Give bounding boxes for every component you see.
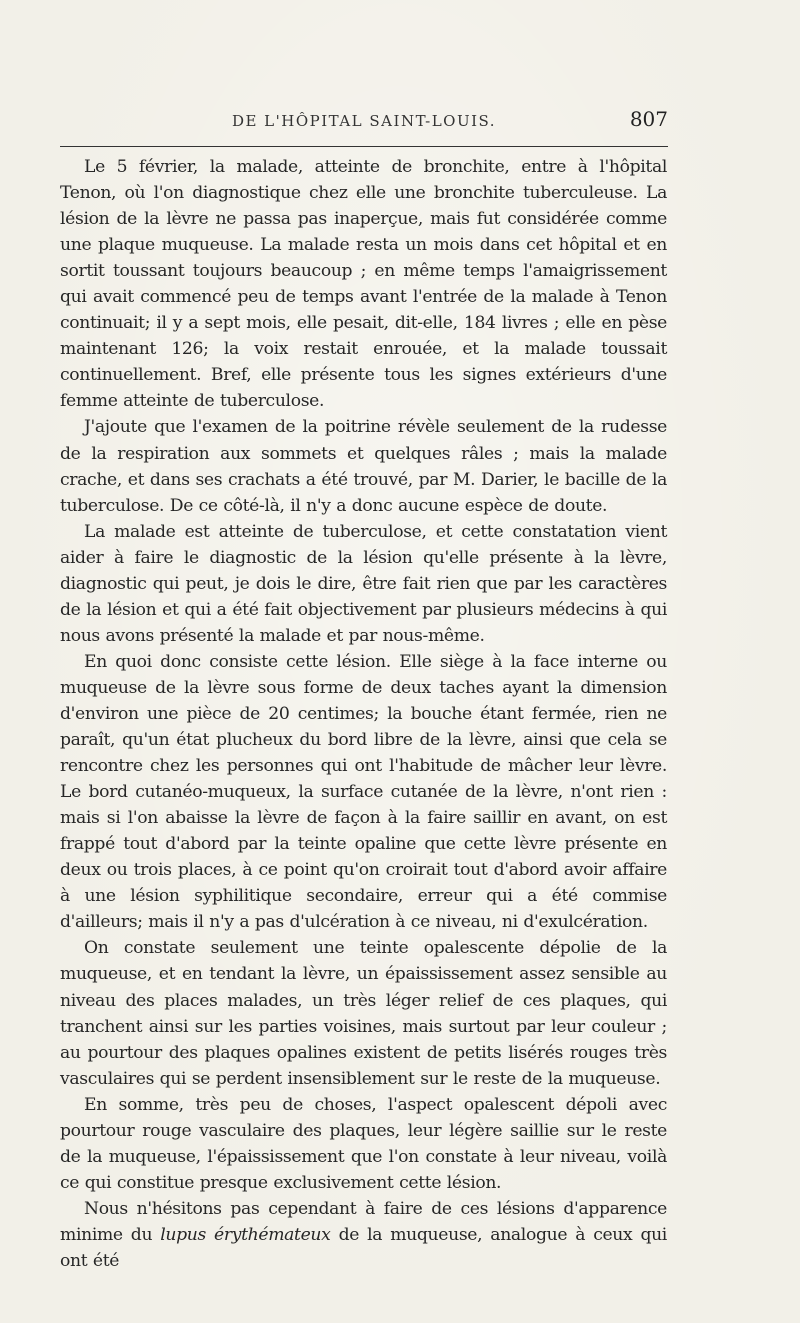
paragraph-1: Le 5 février, la malade, atteinte de bronchite, entre à l'hôpital Tenon, où l'on diagnostique chez elle une bronchite tuberculeuse. La lésion de la lèvre ne passa pas inaperçue, mais fut considérée comme une plaque muqueuse. La malade resta un mois dans cet hôpital et en sortit toussant toujours beaucoup ; en même temps l'amaigrissement qui avait commencé peu de temps avant l'entrée de la malade à Tenon continuait; il y a sept mois, elle pesait, dit-elle, 184 livres ; elle en pèse maintenant 126; la voix restait enrouée, et la malade toussait continuellement. Bref, elle présente tous les signes extérieurs d'une femme atteinte de tuberculose. (60, 157, 667, 412)
page-number: 807 (629, 107, 668, 131)
body-text (60, 154, 667, 1274)
paragraph-4: En quoi donc consiste cette lésion. Elle siège à la face interne ou muqueuse de la lèvre sous forme de deux taches ayant la dimension d'environ une pièce de 20 centimes; la bouche étant fermée, rien ne paraît, qu'un état plucheux du bord libre de la lèvre, ainsi que cela se rencontre chez les personnes qui ont l'habitude de mâcher leur lèvre. Le bord cutanéo-muqueux, la surface cutanée de la lèvre, n'ont rien : mais si l'on abaisse la lèvre de façon à la faire saillir en avant, on est frappé tout d'abord par la teinte opaline que cette lèvre présente en deux ou trois places, à ce point qu'on croirait tout d'abord avoir affaire à une lésion syphilitique secondaire, erreur qui a été commise d'ailleurs; mais il n'y a pas d'ulcération à ce niveau, ni d'exulcération. (60, 651, 667, 933)
paragraph-5: On constate seulement une teinte opalescente dépolie de la muqueuse, et en tendant la lèvre, un épaississement assez sensible au niveau des places malades, un très léger relief de ces plaques, qui tranchent ainsi sur les parties voisines, mais surtout par leur couleur ; au pourtour des plaques opalines existent de petits lisérés rouges très vasculaires qui se perdent insensiblement sur le reste de la muqueuse. (60, 938, 667, 1089)
paragraph-6: En somme, très peu de choses, l'aspect opalescent dépoli avec pourtour rouge vasculaire des plaques, leur légère saillie sur le reste de la muqueuse, l'épaississement que l'on constate à leur niveau, voilà ce qui constitue presque exclusivement cette lésion. (60, 1094, 667, 1193)
header-rule (60, 146, 668, 147)
lupus-term: lupus érythémateux (160, 1224, 331, 1245)
paragraph-2: J'ajoute que l'examen de la poitrine révèle seulement de la rudesse de la respiration aux sommets et quelques râles ; mais la malade crache, et dans ses crachats a été trouvé, par M. Darier, le bacille de la tuberculose. De ce côté-là, il n'y a donc aucune espèce de doute. (60, 417, 667, 516)
paragraph-7-end: de la muqueuse, analogue à ceux qui ont été (60, 1224, 667, 1271)
page-header (60, 104, 668, 134)
paragraph-7 (60, 1196, 667, 1274)
paragraph-7-start: Nous n'hésitons pas cependant à faire de ces lésions d'apparence minime du (60, 1198, 667, 1245)
running-head: DE L'HÔPITAL SAINT-LOUIS. (231, 112, 497, 130)
paragraph-3: La malade est atteinte de tuberculose, et cette constatation vient aider à faire le diagnostic de la lésion qu'elle présente à la lèvre, diagnostic qui peut, je dois le dire, être fait rien que par les caractères de la lésion et qui a été fait objectivement par plusieurs médecins à qui nous avons présenté la malade et par nous-même. (60, 521, 667, 646)
